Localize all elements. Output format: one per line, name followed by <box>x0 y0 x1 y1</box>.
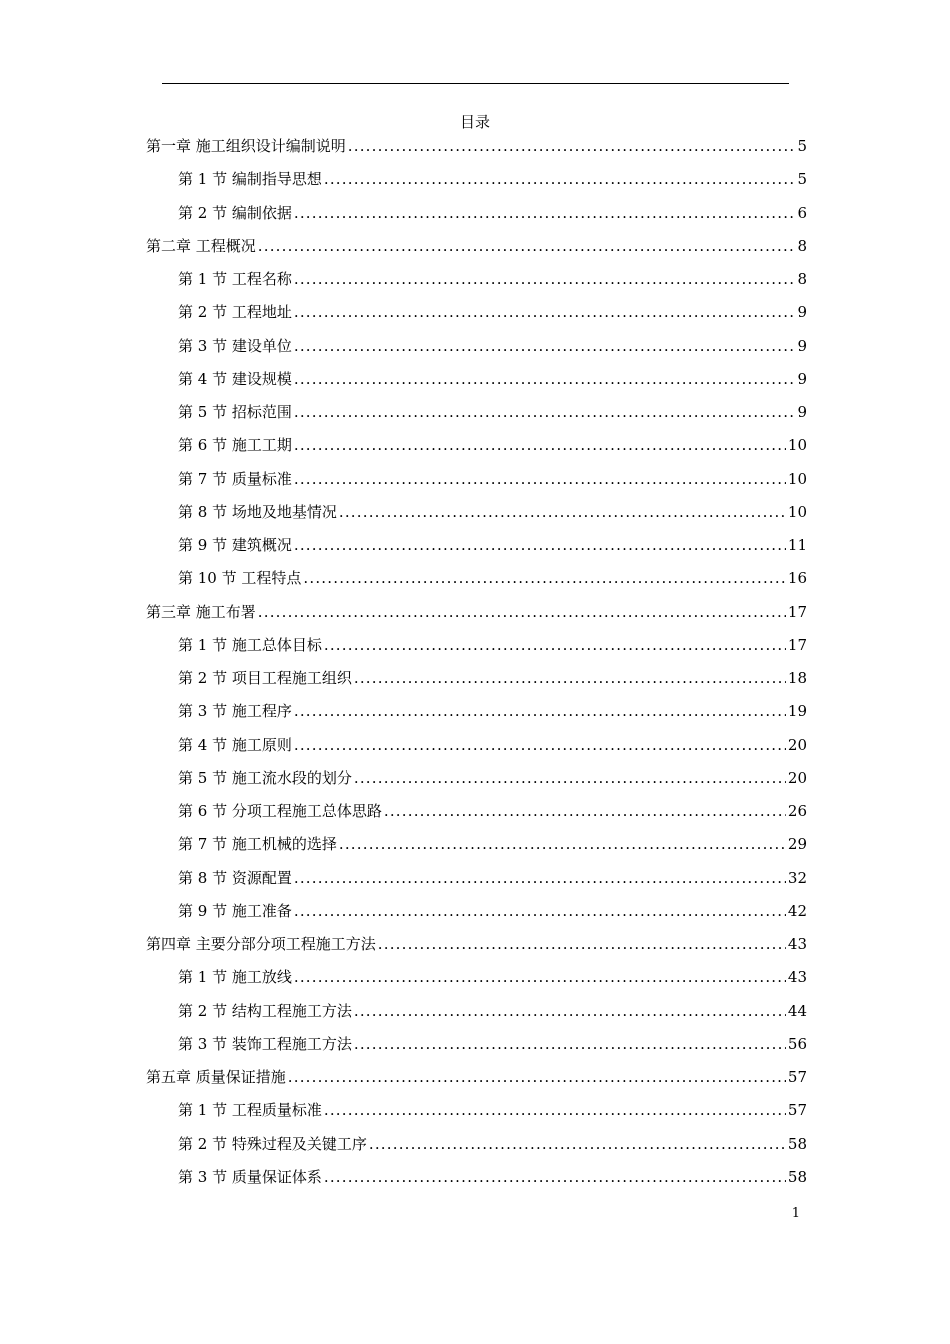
toc-entry-label: 第 3 节 质量保证体系 <box>178 1167 322 1186</box>
page-number: 1 <box>791 1206 800 1221</box>
toc-chapter-entry[interactable] <box>146 934 807 967</box>
toc-section-entry[interactable] <box>146 735 807 768</box>
toc-section-entry[interactable] <box>146 336 807 369</box>
toc-section-entry[interactable] <box>146 369 807 402</box>
toc-entry-page: 5 <box>797 170 807 189</box>
toc-section-entry[interactable] <box>146 834 807 867</box>
toc-entry-label: 第二章 工程概况 <box>146 236 256 255</box>
toc-chapter-entry[interactable] <box>146 136 807 169</box>
toc-dot-leader <box>378 934 786 954</box>
toc-section-entry[interactable] <box>146 868 807 901</box>
toc-dot-leader <box>324 169 796 189</box>
toc-section-entry[interactable] <box>146 635 807 668</box>
toc-section-entry[interactable] <box>146 701 807 734</box>
toc-entry-label: 第 2 节 结构工程施工方法 <box>178 1001 352 1020</box>
toc-section-entry[interactable] <box>146 1134 807 1167</box>
toc-entry-label: 第 3 节 施工程序 <box>178 702 292 721</box>
toc-entry-label: 第 9 节 施工准备 <box>178 901 292 920</box>
toc-entry-label: 第 10 节 工程特点 <box>178 569 302 588</box>
toc-entry-label: 第 2 节 编制依据 <box>178 203 292 222</box>
toc-entry-label: 第一章 施工组织设计编制说明 <box>146 137 346 155</box>
toc-section-entry[interactable] <box>146 768 807 801</box>
toc-entry-page: 20 <box>787 768 807 787</box>
toc-entry-label: 第 2 节 工程地址 <box>178 303 292 322</box>
toc-dot-leader <box>294 336 796 356</box>
toc-entry-label: 第 2 节 特殊过程及关键工序 <box>178 1134 367 1153</box>
toc-entry-label: 第 8 节 资源配置 <box>178 868 292 887</box>
toc-dot-leader <box>294 901 786 921</box>
toc-entry-page: 9 <box>797 336 807 355</box>
toc-dot-leader <box>354 1034 786 1054</box>
toc-dot-leader <box>354 768 786 788</box>
toc-entry-page: 8 <box>797 236 807 255</box>
toc-section-entry[interactable] <box>146 801 807 834</box>
toc-dot-leader <box>294 435 786 455</box>
toc-dot-leader <box>258 236 796 256</box>
toc-entry-page: 5 <box>797 137 807 155</box>
toc-section-entry[interactable] <box>146 269 807 302</box>
toc-section-entry[interactable] <box>146 901 807 934</box>
toc-dot-leader <box>294 203 796 223</box>
toc-dot-leader <box>324 1100 786 1120</box>
toc-dot-leader <box>294 369 796 389</box>
toc-dot-leader <box>294 535 786 555</box>
toc-entry-page: 57 <box>787 1068 807 1086</box>
toc-dot-leader <box>354 668 786 688</box>
toc-dot-leader <box>294 302 796 322</box>
toc-entry-label: 第 4 节 建设规模 <box>178 369 292 388</box>
toc-dot-leader <box>294 701 786 721</box>
toc-entry-page: 18 <box>787 669 807 687</box>
toc-entry-label: 第 1 节 施工放线 <box>178 968 292 987</box>
toc-section-entry[interactable] <box>146 1100 807 1133</box>
toc-entry-page: 43 <box>787 935 807 953</box>
header-rule <box>162 83 789 84</box>
toc-dot-leader <box>294 735 786 755</box>
toc-entry-page: 17 <box>787 635 807 654</box>
toc-section-entry[interactable] <box>146 1034 807 1067</box>
toc-entry-label: 第 2 节 项目工程施工组织 <box>178 669 352 687</box>
toc-entry-label: 第 1 节 施工总体目标 <box>178 635 322 654</box>
toc-section-entry[interactable] <box>146 967 807 1000</box>
toc-entry-label: 第五章 质量保证措施 <box>146 1068 286 1086</box>
toc-section-entry[interactable] <box>146 402 807 435</box>
toc-entry-label: 第 5 节 施工流水段的划分 <box>178 768 352 787</box>
toc-entry-page: 58 <box>787 1167 807 1186</box>
toc-chapter-entry[interactable] <box>146 236 807 269</box>
toc-entry-page: 9 <box>797 403 807 421</box>
toc-entry-page: 10 <box>787 502 807 521</box>
toc-entry-label: 第 4 节 施工原则 <box>178 735 292 754</box>
toc-entry-page: 58 <box>787 1134 807 1153</box>
toc-dot-leader <box>339 834 786 854</box>
toc-dot-leader <box>294 967 786 987</box>
toc-section-entry[interactable] <box>146 169 807 202</box>
toc-dot-leader <box>354 1001 786 1021</box>
toc-entry-label: 第 1 节 工程名称 <box>178 270 292 288</box>
toc-entry-label: 第 3 节 装饰工程施工方法 <box>178 1034 352 1053</box>
toc-dot-leader <box>294 402 796 422</box>
toc-entry-page: 42 <box>787 901 807 920</box>
toc-entry-page: 9 <box>797 369 807 388</box>
toc-chapter-entry[interactable] <box>146 602 807 635</box>
toc-dot-leader <box>324 1167 786 1187</box>
toc-entry-page: 10 <box>787 469 807 488</box>
toc-entry-page: 9 <box>797 303 807 322</box>
toc-section-entry[interactable] <box>146 1001 807 1034</box>
toc-entry-label: 第四章 主要分部分项工程施工方法 <box>146 935 376 953</box>
toc-section-entry[interactable] <box>146 502 807 535</box>
toc-chapter-entry[interactable] <box>146 1067 807 1100</box>
toc-entry-label: 第 1 节 编制指导思想 <box>178 170 322 189</box>
toc-entry-page: 43 <box>787 968 807 987</box>
toc-dot-leader <box>384 801 786 821</box>
toc-entry-page: 32 <box>787 868 807 887</box>
toc-dot-leader <box>348 136 796 156</box>
toc-entry-page: 10 <box>787 436 807 455</box>
toc-dot-leader <box>339 502 786 522</box>
table-of-contents <box>146 136 807 1200</box>
toc-entry-label: 第 7 节 质量标准 <box>178 469 292 488</box>
toc-dot-leader <box>288 1067 786 1087</box>
toc-section-entry[interactable] <box>146 668 807 701</box>
toc-entry-page: 19 <box>787 702 807 721</box>
toc-entry-page: 26 <box>787 802 807 820</box>
toc-dot-leader <box>369 1134 786 1154</box>
toc-entry-page: 11 <box>787 536 807 554</box>
toc-dot-leader <box>303 568 786 588</box>
toc-dot-leader <box>294 469 786 489</box>
toc-section-entry[interactable] <box>146 302 807 335</box>
toc-dot-leader <box>294 269 796 289</box>
toc-entry-page: 56 <box>787 1034 807 1053</box>
toc-section-entry[interactable] <box>146 1167 807 1200</box>
toc-entry-label: 第 3 节 建设单位 <box>178 336 292 355</box>
toc-section-entry[interactable] <box>146 469 807 502</box>
toc-entry-page: 20 <box>787 735 807 754</box>
toc-dot-leader <box>324 635 786 655</box>
toc-section-entry[interactable] <box>146 435 807 468</box>
toc-entry-page: 16 <box>787 569 807 588</box>
toc-entry-label: 第 8 节 场地及地基情况 <box>178 502 337 521</box>
toc-section-entry[interactable] <box>146 535 807 568</box>
toc-entry-page: 8 <box>797 270 807 288</box>
toc-entry-label: 第 7 节 施工机械的选择 <box>178 835 337 854</box>
toc-dot-leader <box>294 868 786 888</box>
toc-entry-page: 44 <box>787 1001 807 1020</box>
toc-entry-label: 第 6 节 分项工程施工总体思路 <box>178 802 382 820</box>
toc-entry-label: 第 6 节 施工工期 <box>178 436 292 455</box>
toc-entry-page: 29 <box>787 835 807 854</box>
toc-entry-label: 第 9 节 建筑概况 <box>178 536 292 554</box>
toc-entry-page: 57 <box>787 1101 807 1120</box>
toc-section-entry[interactable] <box>146 203 807 236</box>
toc-entry-label: 第 1 节 工程质量标准 <box>178 1101 322 1120</box>
toc-title: 目录 <box>459 113 490 131</box>
toc-dot-leader <box>258 602 786 622</box>
toc-entry-label: 第三章 施工布署 <box>146 602 256 621</box>
toc-entry-page: 17 <box>787 602 807 621</box>
toc-entry-page: 6 <box>797 203 807 222</box>
toc-entry-label: 第 5 节 招标范围 <box>178 403 292 421</box>
toc-section-entry[interactable] <box>146 568 807 601</box>
